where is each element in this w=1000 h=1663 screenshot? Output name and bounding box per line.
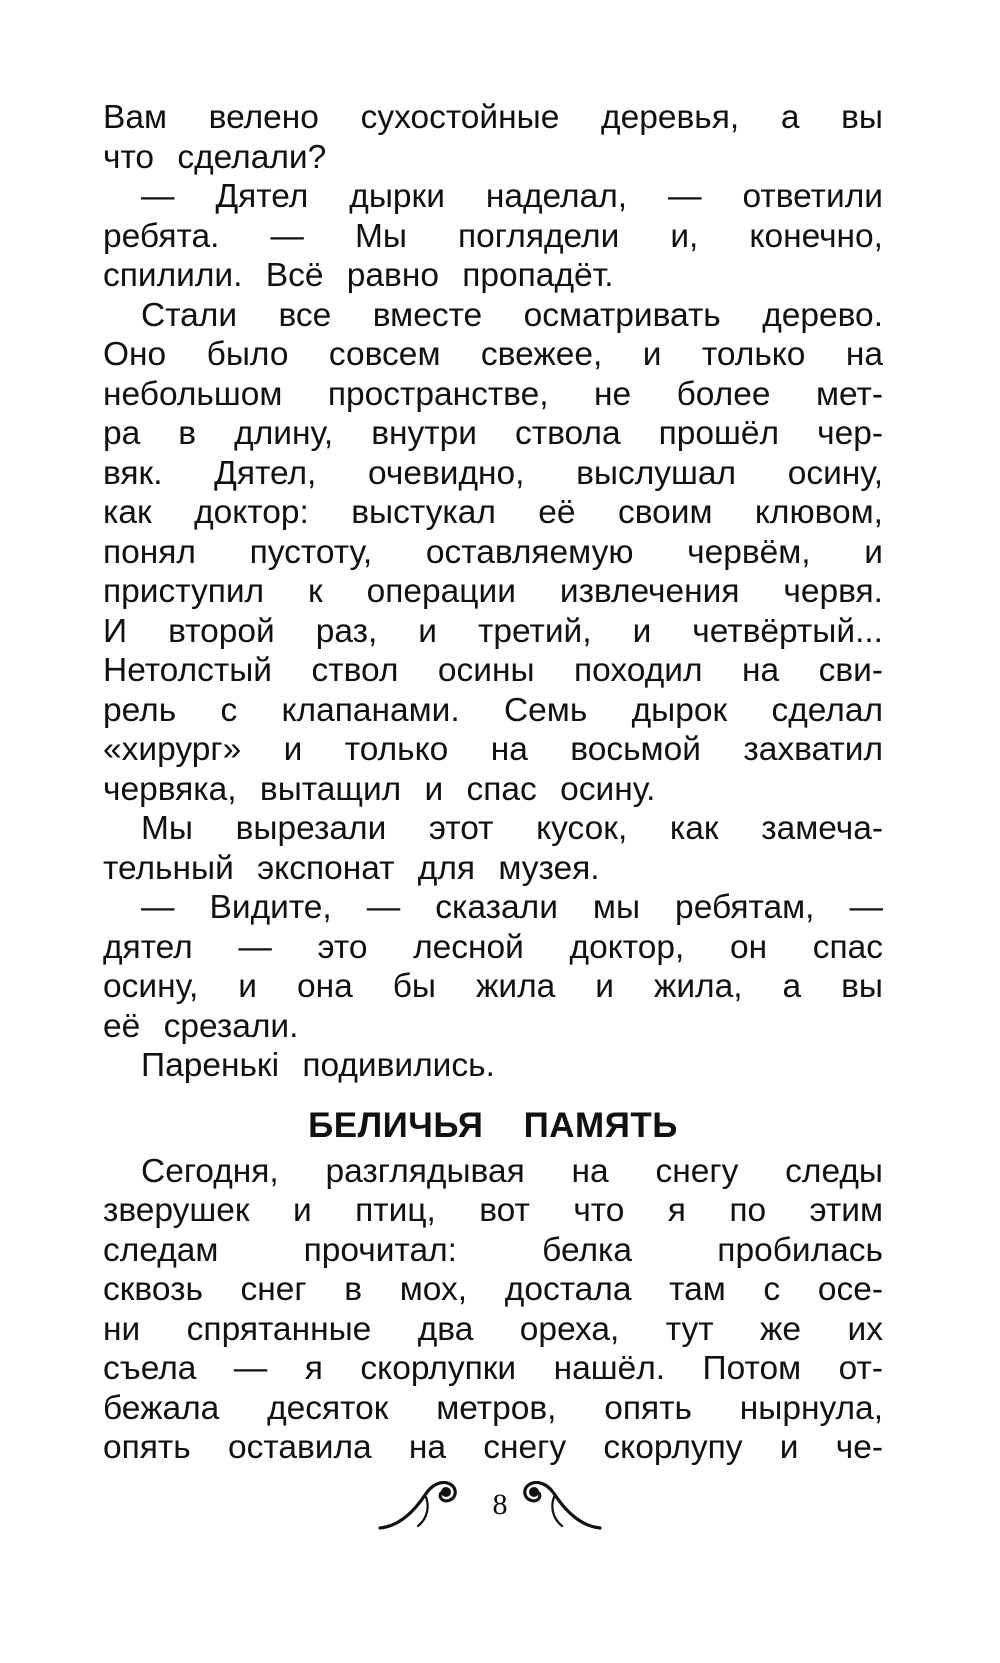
text-line — [103, 888, 883, 928]
text-line — [103, 1349, 883, 1389]
text-line-content: следам прочитал: белка пробилась — [103, 1231, 883, 1269]
text-line — [103, 533, 883, 573]
text-line — [103, 414, 883, 454]
text-line — [103, 1231, 883, 1271]
text-line-content: осину, и она бы жила и жила, а вы — [103, 968, 883, 1005]
text-line-content: Стали все вместе осматривать дерево. — [141, 296, 883, 334]
text-line-content: Паренькi подивились. — [141, 1047, 495, 1084]
page-number: 8 — [492, 1488, 508, 1521]
text-line — [103, 177, 883, 217]
text-line — [103, 928, 883, 968]
text-line-content: Нетолстый ствол осины походил на сви- — [103, 652, 883, 689]
text-line-content: её срезали. — [103, 1007, 299, 1045]
text-line — [103, 1191, 883, 1231]
text-line — [103, 1389, 883, 1429]
text-line — [103, 730, 883, 770]
text-column — [103, 98, 883, 1468]
text-line — [103, 454, 883, 494]
text-line — [103, 375, 883, 415]
text-line — [103, 691, 883, 731]
text-line — [103, 1270, 883, 1310]
text-line-content: ни спрятанные два ореха, тут же их — [103, 1310, 883, 1348]
page-footer — [0, 1470, 1000, 1540]
text-line-content: опять оставила на снегу скорлупу и че- — [103, 1429, 883, 1466]
text-line-content: «хирург» и только на восьмой захватил — [103, 731, 883, 768]
text-line — [103, 612, 883, 652]
text-line — [103, 98, 883, 138]
text-line-content: спилили. Всё равно пропадёт. — [103, 257, 614, 294]
text-line-content: небольшом пространстве, не более мет- — [103, 375, 883, 413]
text-line-content: понял пустоту, оставляемую червём, и — [103, 533, 883, 571]
text-line — [103, 335, 883, 375]
text-line — [103, 572, 883, 612]
text-line — [103, 849, 883, 889]
story-ending — [103, 98, 883, 1086]
text-line-content: вяк. Дятел, очевидно, выслушал осину, — [103, 454, 883, 492]
text-line — [103, 651, 883, 691]
text-line — [103, 256, 883, 296]
text-line — [103, 493, 883, 533]
text-line-content: приступил к операции извлечения червя. — [103, 573, 883, 610]
text-line-content: как доктор: выстукал её своим клювом, — [103, 494, 883, 531]
text-line-content: Оно было совсем свежее, и только на — [103, 336, 883, 373]
text-line-content: ребята. — Мы поглядели и, конечно, — [103, 217, 883, 255]
text-line — [103, 1046, 883, 1086]
text-line-content: съела — я скорлупки нашёл. Потом от- — [103, 1350, 883, 1387]
text-line — [103, 1310, 883, 1350]
text-line — [103, 809, 883, 849]
text-line — [103, 1152, 883, 1192]
text-line-content: что сделали? — [103, 138, 327, 176]
chapter-body — [103, 1152, 883, 1468]
text-line — [103, 296, 883, 336]
text-line-content: Вам велено сухостойные деревья, а вы — [103, 99, 883, 136]
text-line — [103, 770, 883, 810]
text-line-content: — Видите, — сказали мы ребятам, — — [141, 889, 883, 926]
text-line-content: бежала десяток метров, опять нырнула, — [103, 1389, 883, 1427]
text-line-content: тельный экспонат для музея. — [103, 849, 600, 887]
text-line — [103, 967, 883, 1007]
text-line — [103, 1007, 883, 1047]
text-line-content: дятел — это лесной доктор, он спас — [103, 928, 883, 966]
text-line-content: червяка, вытащил и спас осину. — [103, 770, 656, 808]
text-line — [103, 217, 883, 257]
text-line-content: зверушек и птиц, вот что я по этим — [103, 1192, 883, 1229]
text-line-content: Мы вырезали этот кусок, как замеча- — [141, 810, 883, 847]
text-line-content: Сегодня, разглядывая на снегу следы — [141, 1152, 883, 1190]
text-line — [103, 1428, 883, 1468]
text-line-content: И второй раз, и третий, и четвёртый... — [103, 612, 883, 650]
text-line — [103, 138, 883, 178]
text-line-content: рель с клапанами. Семь дырок сделал — [103, 691, 883, 729]
chapter-heading: БЕЛИЧЬЯ ПАМЯТЬ — [308, 1105, 678, 1145]
text-line-content: ра в длину, внутри ствола прошёл чер- — [103, 415, 883, 452]
text-line-content: — Дятел дырки наделал, — ответили — [141, 178, 883, 215]
text-line-content: сквозь снег в мох, достала там с осе- — [103, 1271, 883, 1308]
